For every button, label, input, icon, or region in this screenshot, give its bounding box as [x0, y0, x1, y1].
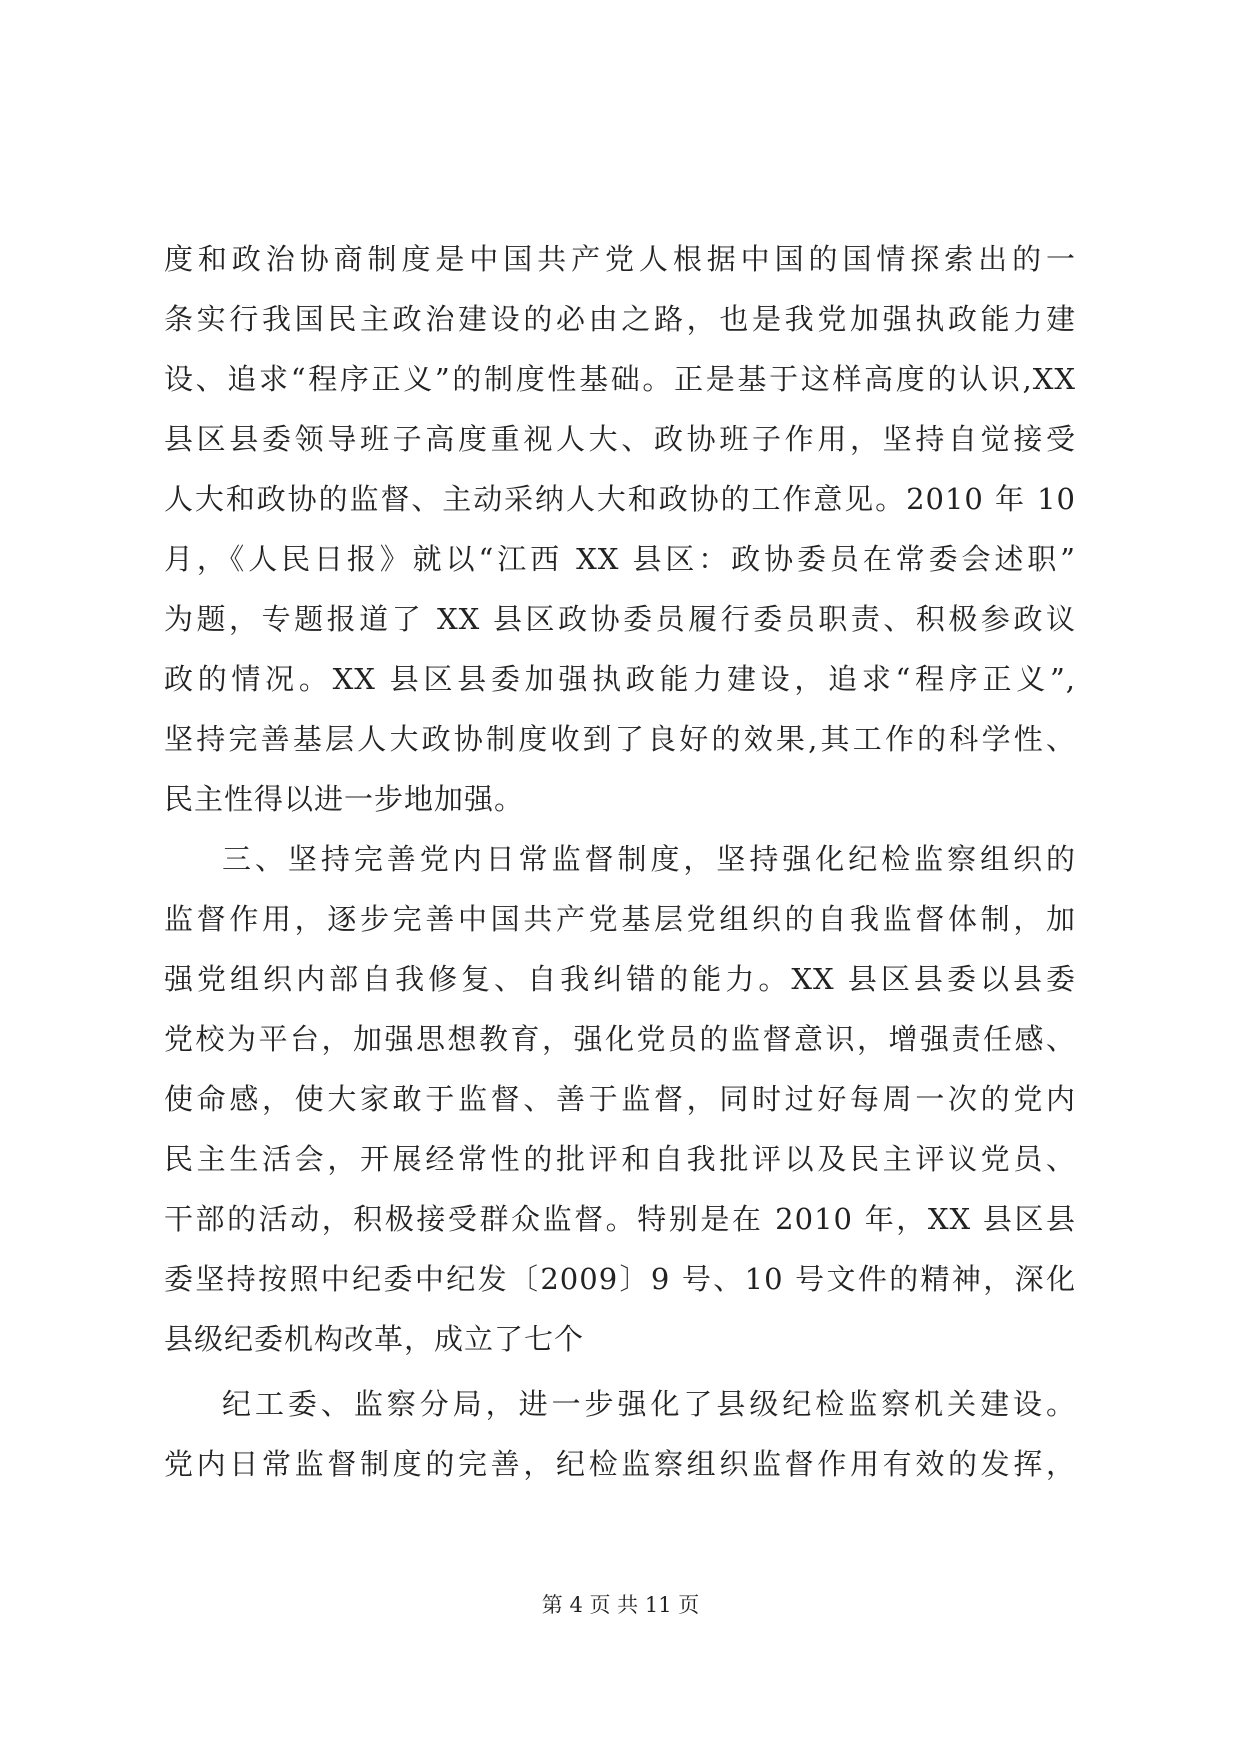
text-line: 三、坚持完善党内日常监督制度，坚持强化纪检监察组织的	[222, 842, 1076, 876]
text-line: 监督作用，逐步完善中国共产党基层党组织的自我监督体制，加	[164, 902, 1076, 936]
text-line: 月，《人民日报》就以“江西 XX 县区：政协委员在常委会述职”	[164, 542, 1076, 576]
page-number-footer: 第 4 页 共 11 页	[541, 1593, 700, 1617]
text-line: 民主生活会，开展经常性的批评和自我批评以及民主评议党员、	[164, 1142, 1076, 1176]
text-line: 县级纪委机构改革，成立了七个	[164, 1322, 585, 1356]
text-line: 度和政治协商制度是中国共产党人根据中国的国情探索出的一	[164, 242, 1076, 276]
text-line: 政的情况。XX 县区县委加强执政能力建设，追求“程序正义”,	[164, 662, 1076, 696]
text-line: 使命感，使大家敢于监督、善于监督，同时过好每周一次的党内	[164, 1082, 1076, 1116]
text-line: 党内日常监督制度的完善，纪检监察组织监督作用有效的发挥，	[164, 1447, 1076, 1481]
document-body	[164, 229, 1076, 1494]
text-line: 干部的活动，积极接受群众监督。特别是在 2010 年，XX 县区县	[164, 1202, 1076, 1236]
text-line: 强党组织内部自我修复、自我纠错的能力。XX 县区县委以县委	[164, 962, 1076, 996]
text-line: 设、追求“程序正义”的制度性基础。正是基于这样高度的认识,XX	[164, 362, 1076, 396]
text-line: 民主性得以进一步地加强。	[164, 782, 525, 816]
text-line: 人大和政协的监督、主动采纳人大和政协的工作意见。2010 年 10	[164, 482, 1076, 516]
text-line: 纪工委、监察分局，进一步强化了县级纪检监察机关建设。	[222, 1387, 1076, 1421]
text-line: 条实行我国民主政治建设的必由之路，也是我党加强执政能力建	[164, 302, 1076, 336]
text-line: 为题，专题报道了 XX 县区政协委员履行委员职责、积极参政议	[164, 602, 1076, 636]
text-line: 坚持完善基层人大政协制度收到了良好的效果,其工作的科学性、	[164, 722, 1076, 756]
text-line: 党校为平台，加强思想教育，强化党员的监督意识，增强责任感、	[164, 1022, 1076, 1056]
text-line: 县区县委领导班子高度重视人大、政协班子作用，坚持自觉接受	[164, 422, 1076, 456]
text-line: 委坚持按照中纪委中纪发〔2009〕9 号、10 号文件的精神，深化	[164, 1262, 1076, 1296]
